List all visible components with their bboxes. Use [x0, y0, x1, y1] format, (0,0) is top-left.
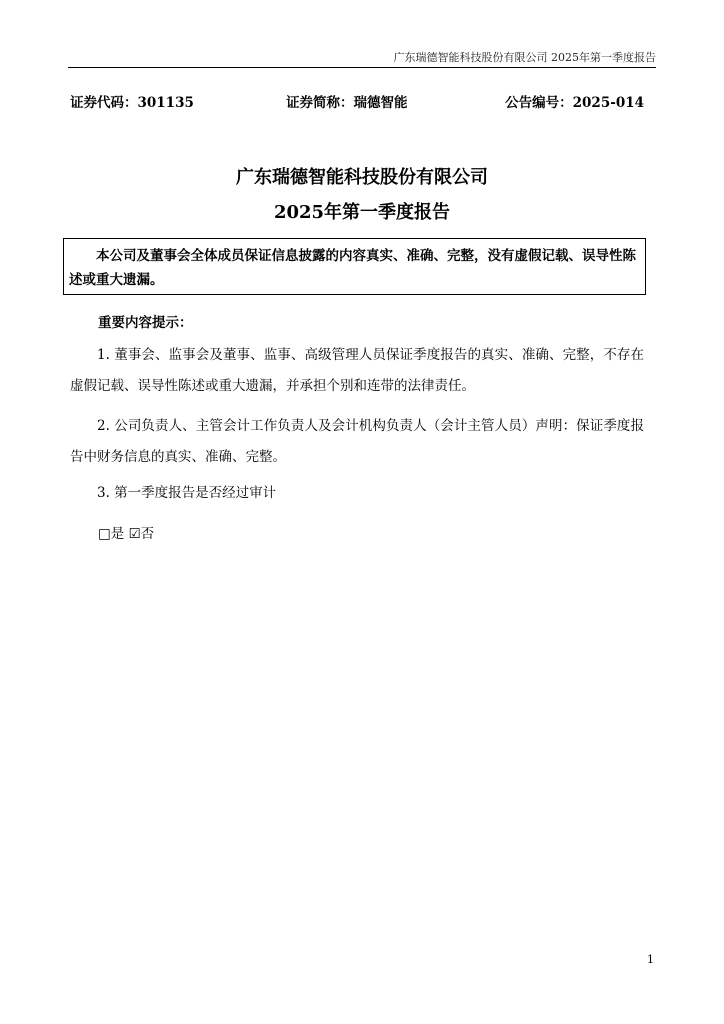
checked-box-icon: ☑ [128, 526, 141, 542]
notice-item-3: 3. 第一季度报告是否经过审计 [97, 485, 277, 501]
stock-code: 证券代码：301135 [70, 95, 194, 111]
notice-item-2: 2. 公司负责人、主管会计工作负责人及会计机构负责人（会计主管人员）声明：保证季度报告中财务信息的真实、准确、完整。 [70, 418, 644, 465]
audit-choice [98, 523, 154, 545]
company-title: 广东瑞德智能科技股份有限公司 [236, 167, 488, 188]
running-header: 广东瑞德智能科技股份有限公司 2025年第一季度报告 [393, 51, 656, 64]
notice-box: 本公司及董事会全体成员保证信息披露的内容真实、准确、完整，没有虚假记载、误导性陈述或重大遗漏。 [63, 238, 646, 295]
unchecked-box-icon: □ [98, 526, 111, 542]
notice-item-1: 1. 董事会、监事会及董事、监事、高级管理人员保证季度报告的真实、准确、完整，不存在虚假记载、误导性陈述或重大遗漏，并承担个别和连带的法律责任。 [70, 347, 644, 394]
no-label: 否 [140, 526, 155, 542]
header-rule [68, 67, 656, 68]
stock-short-name: 证券简称：瑞德智能 [286, 95, 408, 111]
page-number: 1 [647, 953, 654, 966]
section-title: 重要内容提示： [98, 315, 193, 331]
announcement-number: 公告编号：2025-014 [505, 95, 644, 111]
yes-label: 是 [110, 526, 125, 542]
report-title: 2025年第一季度报告 [273, 202, 451, 223]
